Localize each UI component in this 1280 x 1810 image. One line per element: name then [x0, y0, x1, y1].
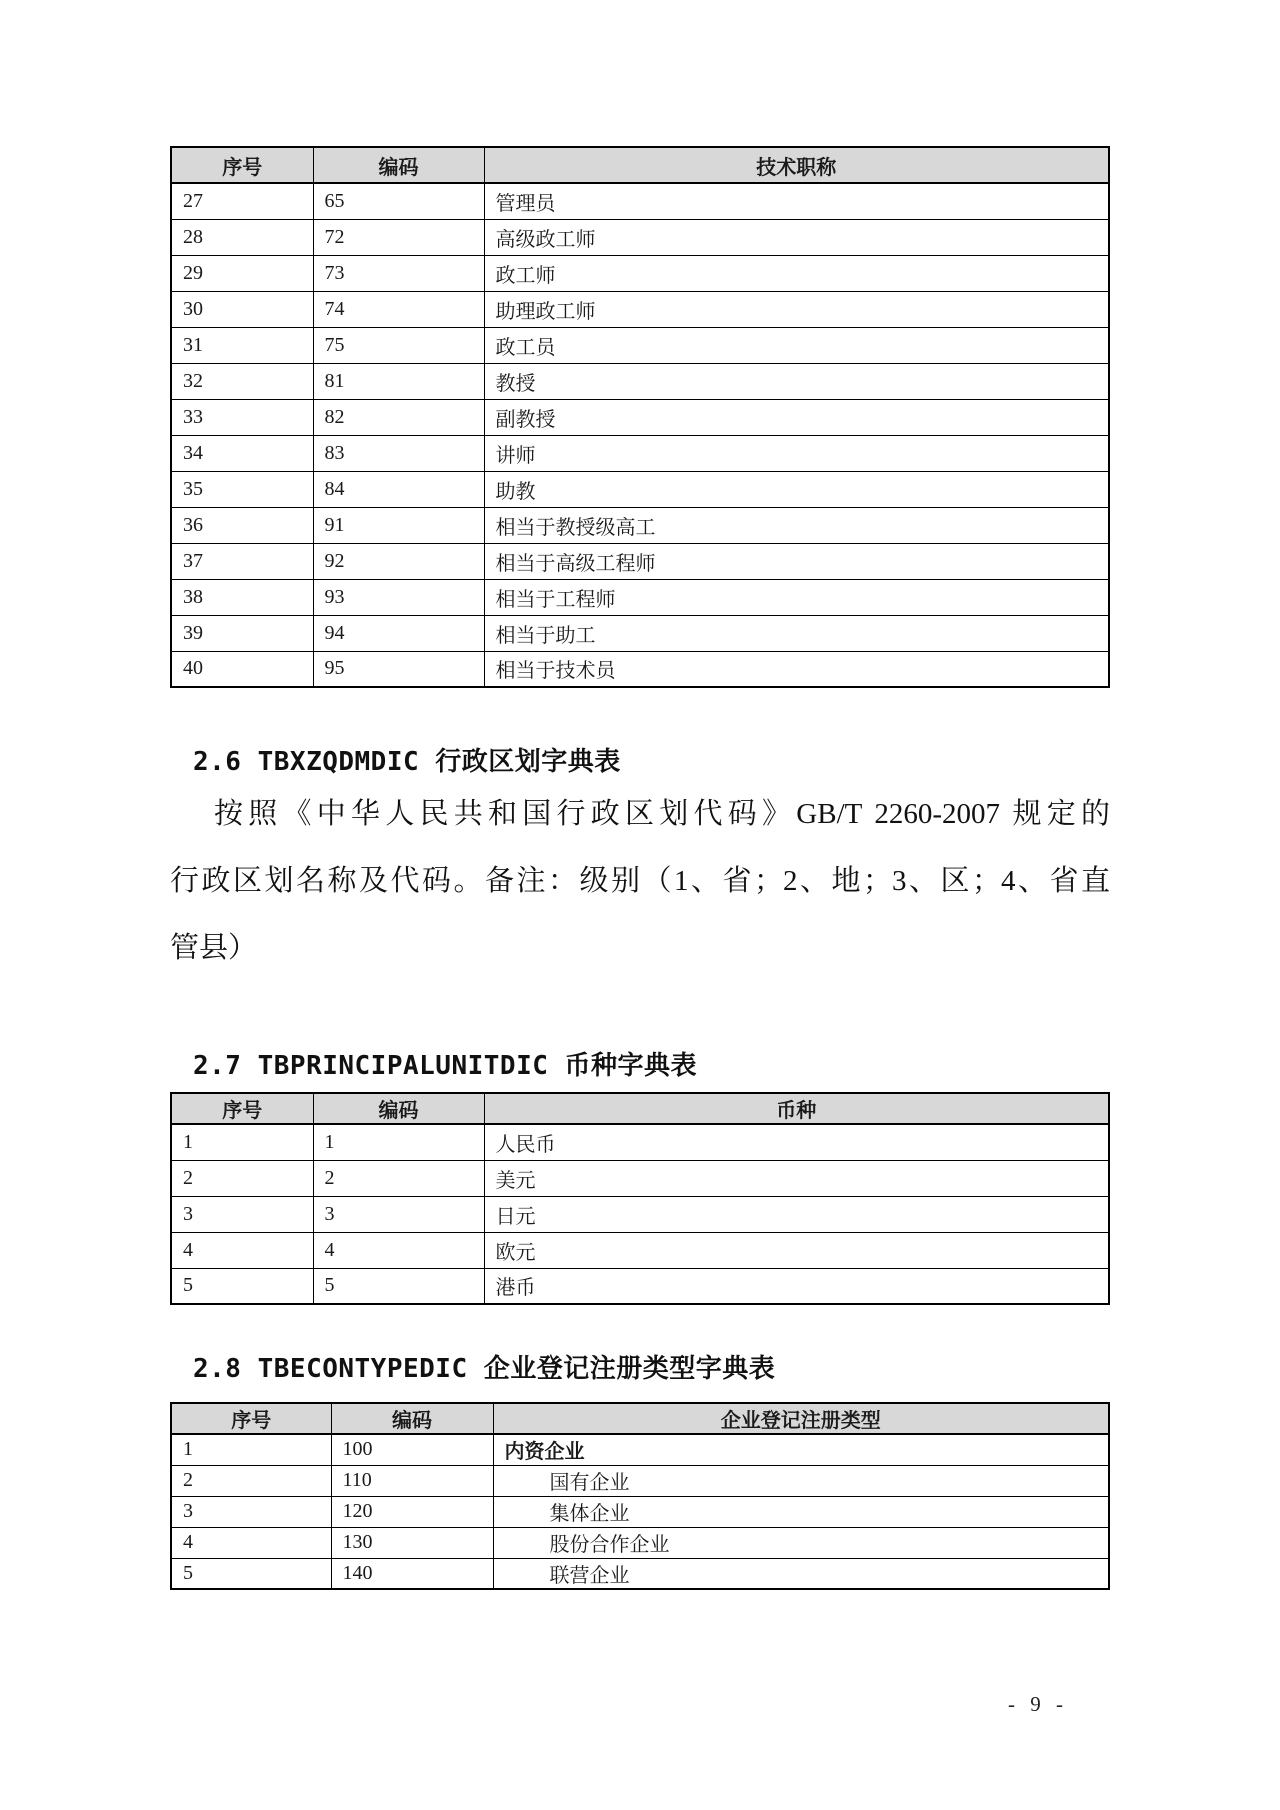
table-cell: 相当于工程师 — [484, 579, 1109, 615]
paragraph-line: 行政区划名称及代码。备注：级别（1、省；2、地；3、区；4、省直 — [170, 865, 1110, 897]
table-row — [171, 327, 1109, 363]
table-cell: 65 — [313, 183, 484, 219]
table-cell: 股份合作企业 — [493, 1527, 1109, 1558]
column-header: 企业登记注册类型 — [493, 1403, 1109, 1434]
econ-type-table — [170, 1402, 1110, 1590]
table-cell: 110 — [331, 1465, 493, 1496]
table-row — [171, 1558, 1109, 1589]
table-cell: 140 — [331, 1558, 493, 1589]
table-cell: 84 — [313, 471, 484, 507]
table-cell: 助理政工师 — [484, 291, 1109, 327]
table-cell: 欧元 — [484, 1232, 1109, 1268]
table-row — [171, 615, 1109, 651]
table-cell: 29 — [171, 255, 313, 291]
table-cell: 副教授 — [484, 399, 1109, 435]
table-row — [171, 363, 1109, 399]
table-cell: 2 — [171, 1465, 331, 1496]
table-row — [171, 1434, 1109, 1465]
column-header: 技术职称 — [484, 147, 1109, 183]
table-cell: 130 — [331, 1527, 493, 1558]
table-cell: 日元 — [484, 1196, 1109, 1232]
table-cell: 政工师 — [484, 255, 1109, 291]
table-cell: 5 — [171, 1268, 313, 1304]
table-cell: 100 — [331, 1434, 493, 1465]
table-cell: 助教 — [484, 471, 1109, 507]
table-cell: 集体企业 — [493, 1496, 1109, 1527]
table-cell: 5 — [171, 1558, 331, 1589]
table-cell: 95 — [313, 651, 484, 687]
column-header: 币种 — [484, 1093, 1109, 1124]
table-cell: 3 — [313, 1196, 484, 1232]
column-header: 编码 — [313, 1093, 484, 1124]
table-row — [171, 1465, 1109, 1496]
table-row — [171, 399, 1109, 435]
table-row — [171, 1124, 1109, 1160]
table-row — [171, 183, 1109, 219]
section-2-6-heading: 2.6 TBXZQDMDIC 行政区划字典表 — [193, 747, 621, 777]
table-cell: 92 — [313, 543, 484, 579]
table-cell: 教授 — [484, 363, 1109, 399]
table-cell: 1 — [313, 1124, 484, 1160]
table-cell: 国有企业 — [493, 1465, 1109, 1496]
table-row — [171, 219, 1109, 255]
table-cell: 政工员 — [484, 327, 1109, 363]
table-cell: 73 — [313, 255, 484, 291]
header-row — [171, 1093, 1109, 1124]
currency-table — [170, 1092, 1110, 1305]
table-cell: 33 — [171, 399, 313, 435]
paragraph-line: 按照《中华人民共和国行政区划代码》GB/T 2260-2007 规定的 — [214, 798, 1110, 830]
table-row — [171, 255, 1109, 291]
table-cell: 32 — [171, 363, 313, 399]
table-cell: 3 — [171, 1196, 313, 1232]
table-cell: 4 — [313, 1232, 484, 1268]
table-cell: 美元 — [484, 1160, 1109, 1196]
table-cell: 内资企业 — [493, 1434, 1109, 1465]
table-cell: 人民币 — [484, 1124, 1109, 1160]
table-cell: 联营企业 — [493, 1558, 1109, 1589]
table-cell: 27 — [171, 183, 313, 219]
table-cell: 93 — [313, 579, 484, 615]
table-cell: 相当于技术员 — [484, 651, 1109, 687]
table-cell: 82 — [313, 399, 484, 435]
table-cell: 94 — [313, 615, 484, 651]
table-cell: 36 — [171, 507, 313, 543]
table-row — [171, 1496, 1109, 1527]
table-cell: 5 — [313, 1268, 484, 1304]
table-row — [171, 1160, 1109, 1196]
table-row — [171, 471, 1109, 507]
table-cell: 83 — [313, 435, 484, 471]
table-row — [171, 507, 1109, 543]
table-cell: 30 — [171, 291, 313, 327]
table-cell: 3 — [171, 1496, 331, 1527]
table-cell: 35 — [171, 471, 313, 507]
table-cell: 1 — [171, 1434, 331, 1465]
table-cell: 港币 — [484, 1268, 1109, 1304]
tech-title-table — [170, 146, 1110, 688]
table-row — [171, 435, 1109, 471]
table-row — [171, 291, 1109, 327]
section-2-6-paragraph — [170, 781, 1110, 982]
table-cell: 91 — [313, 507, 484, 543]
table-row — [171, 651, 1109, 687]
table-cell: 31 — [171, 327, 313, 363]
table-cell: 管理员 — [484, 183, 1109, 219]
paragraph-line: 管县） — [170, 932, 258, 964]
header-row — [171, 147, 1109, 183]
table-cell: 72 — [313, 219, 484, 255]
table-row — [171, 1232, 1109, 1268]
table-cell: 75 — [313, 327, 484, 363]
section-2-7-heading: 2.7 TBPRINCIPALUNITDIC 币种字典表 — [193, 1051, 698, 1081]
table-cell: 40 — [171, 651, 313, 687]
table-cell: 74 — [313, 291, 484, 327]
table-cell: 相当于教授级高工 — [484, 507, 1109, 543]
table-row — [171, 1268, 1109, 1304]
table-cell: 4 — [171, 1232, 313, 1268]
table-cell: 相当于高级工程师 — [484, 543, 1109, 579]
table-cell: 高级政工师 — [484, 219, 1109, 255]
table-cell: 相当于助工 — [484, 615, 1109, 651]
table-cell: 81 — [313, 363, 484, 399]
table-row — [171, 1527, 1109, 1558]
section-2-8-heading: 2.8 TBECONTYPEDIC 企业登记注册类型字典表 — [193, 1354, 776, 1384]
table-cell: 4 — [171, 1527, 331, 1558]
header-row — [171, 1403, 1109, 1434]
table-cell: 讲师 — [484, 435, 1109, 471]
column-header: 序号 — [171, 147, 313, 183]
table-row — [171, 579, 1109, 615]
table-cell: 38 — [171, 579, 313, 615]
table-cell: 34 — [171, 435, 313, 471]
table-cell: 2 — [171, 1160, 313, 1196]
table-cell: 1 — [171, 1124, 313, 1160]
table-cell: 37 — [171, 543, 313, 579]
table-cell: 2 — [313, 1160, 484, 1196]
table-row — [171, 543, 1109, 579]
table-cell: 39 — [171, 615, 313, 651]
table-row — [171, 1196, 1109, 1232]
column-header: 编码 — [313, 147, 484, 183]
column-header: 序号 — [171, 1093, 313, 1124]
table-cell: 28 — [171, 219, 313, 255]
column-header: 编码 — [331, 1403, 493, 1434]
table-cell: 120 — [331, 1496, 493, 1527]
page-number: - 9 - — [1008, 1692, 1068, 1716]
column-header: 序号 — [171, 1403, 331, 1434]
